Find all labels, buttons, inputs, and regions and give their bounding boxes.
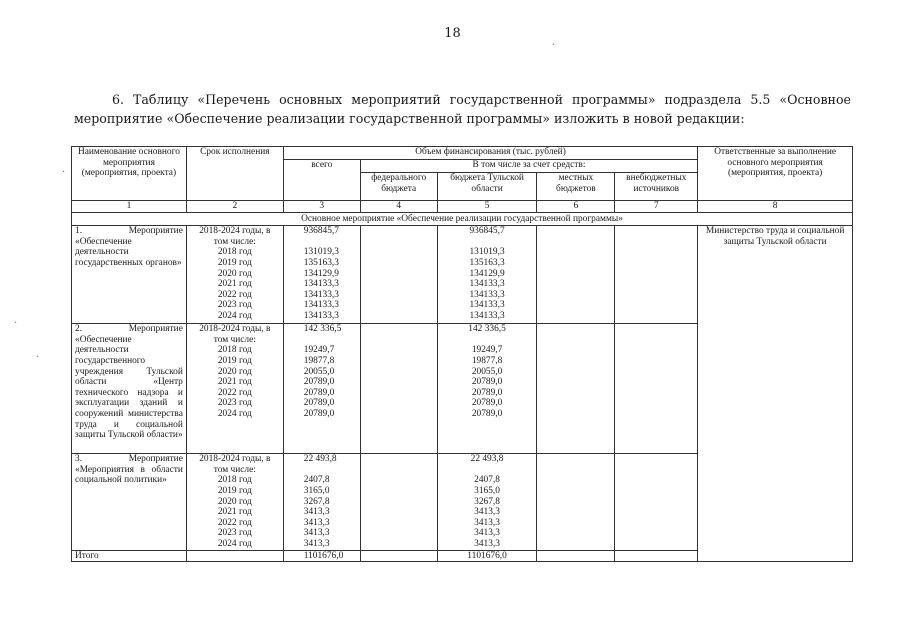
row-extra: [615, 324, 698, 454]
term-line: 2019 год: [217, 355, 252, 366]
term-line: 2019 год: [217, 485, 252, 496]
value-line: 936845,7: [303, 226, 339, 237]
term-line: том числе:: [213, 334, 256, 345]
row-federal: [360, 324, 437, 454]
header-extra: внебюджетных источников: [615, 173, 698, 201]
total-term: [186, 550, 283, 562]
value-line: 2407,8: [474, 475, 500, 486]
funding-table: [71, 146, 853, 562]
value-line: 20789,0: [303, 387, 335, 398]
total-federal: [360, 550, 437, 562]
value-line: 20789,0: [471, 408, 503, 419]
value-line: 134133,3: [469, 289, 505, 300]
value-line: [304, 335, 357, 346]
value-line: 19877,8: [471, 355, 503, 366]
value-line: 134133,3: [469, 310, 505, 321]
total-label: Итого: [72, 550, 187, 562]
term-line: 2021 год: [217, 507, 252, 518]
value-line: 3413,3: [474, 528, 500, 539]
row-name: 3. Мероприятие «Мероприятия в области социальной политики»: [72, 454, 187, 550]
column-number: 6: [537, 201, 615, 213]
value-line: 3413,3: [303, 538, 330, 549]
value-line: 134133,3: [469, 279, 505, 290]
term-line: том числе:: [213, 464, 256, 475]
term-line: 2020 год: [217, 496, 252, 507]
term-line: 2018 год: [217, 345, 252, 356]
value-line: 3413,3: [303, 528, 330, 539]
row-total: [283, 324, 360, 454]
value-line: [304, 237, 357, 248]
term-line: 2018-2024 годы, в: [199, 226, 271, 237]
column-number: 2: [186, 201, 283, 213]
term-line: 2023 год: [217, 528, 252, 539]
row-term: [186, 226, 283, 324]
row-regional: [437, 324, 537, 454]
value-line: 134133,3: [469, 300, 505, 311]
header-federal: федерального бюджета: [360, 173, 437, 201]
term-line: 2018-2024 годы, в: [199, 454, 271, 465]
section-title: Основное мероприятие «Обеспечение реализации государственной программы»: [72, 212, 853, 226]
value-line: 131019,3: [469, 247, 505, 258]
value-line: 20789,0: [471, 377, 503, 388]
table-row: [72, 226, 853, 324]
term-line: 2019 год: [217, 257, 252, 268]
total-regional: 1101676,0: [437, 550, 537, 562]
value-line: 134129,9: [303, 268, 339, 279]
row-extra: [615, 454, 698, 550]
value-line: 936845,7: [469, 226, 505, 237]
scan-dot: ·: [36, 352, 40, 363]
term-line: 2024 год: [217, 408, 252, 419]
value-line: 3165,0: [303, 485, 330, 496]
value-line: 19877,8: [303, 355, 335, 366]
row-name: 2. Мероприятие «Обеспечение деятельности государственного учреждения Тульской области «Центр технического надзора и эксплуатации зданий и сооружений министерства труда и социальной защиты Тульской области»: [72, 324, 187, 454]
row-total: [283, 454, 360, 550]
row-federal: [360, 226, 437, 324]
header-total: всего: [283, 160, 360, 201]
value-line: 134133,3: [303, 279, 339, 290]
header-funding: Объем финансирования (тыс. рублей): [283, 147, 697, 160]
value-line: 142 336,5: [468, 324, 506, 335]
row-term: [186, 324, 283, 454]
value-line: 2407,8: [303, 475, 330, 486]
value-line: 3165,0: [474, 485, 500, 496]
total-local: [537, 550, 615, 562]
total-extra: [615, 550, 698, 562]
intro-line-1: 6. Таблицу «Перечень основных мероприятий государственной программы» подраздела 5.5 «Основное: [112, 92, 851, 107]
value-line: 22 493,8: [470, 454, 504, 465]
row-local: [537, 324, 615, 454]
term-line: 2024 год: [217, 310, 252, 321]
row-local: [537, 454, 615, 550]
value-line: 3413,3: [303, 517, 330, 528]
row-federal: [360, 454, 437, 550]
value-line: [441, 335, 534, 346]
value-line: 19249,7: [471, 345, 503, 356]
section-row: [72, 212, 853, 226]
value-line: 134129,9: [469, 268, 505, 279]
scan-dot: ·: [14, 318, 18, 329]
total-sum: 1101676,0: [283, 550, 360, 562]
header-regional: бюджета Тульской области: [437, 173, 537, 201]
row-extra: [615, 226, 698, 324]
term-line: 2020 год: [217, 268, 252, 279]
value-line: 135163,3: [303, 257, 339, 268]
term-line: 2020 год: [217, 366, 252, 377]
value-line: 20055,0: [471, 366, 503, 377]
header-name: Наименование основного мероприятия (мероприятия, проекта): [72, 147, 187, 201]
column-number: 1: [72, 201, 187, 213]
term-line: 2023 год: [217, 300, 252, 311]
header-local: местных бюджетов: [537, 173, 615, 201]
value-line: 3413,3: [474, 517, 500, 528]
term-line: 2023 год: [217, 398, 252, 409]
term-line: 2018-2024 годы, в: [199, 324, 271, 335]
value-line: 134133,3: [303, 310, 339, 321]
value-line: 142 336,5: [303, 324, 342, 335]
column-number: 7: [615, 201, 698, 213]
column-number: 4: [360, 201, 437, 213]
value-line: 20789,0: [303, 377, 335, 388]
value-line: 3413,3: [303, 507, 330, 518]
term-line: том числе:: [213, 236, 256, 247]
value-line: 131019,3: [303, 247, 339, 258]
page-number: 18: [444, 26, 461, 41]
value-line: 20789,0: [303, 408, 335, 419]
term-line: 2018 год: [217, 475, 252, 486]
term-line: 2018 год: [217, 247, 252, 258]
value-line: 20789,0: [303, 398, 335, 409]
term-line: 2024 год: [217, 538, 252, 549]
row-total: [283, 226, 360, 324]
row-local: [537, 226, 615, 324]
column-number: 3: [283, 201, 360, 213]
header-including: В том числе за счет средств:: [360, 160, 698, 173]
scan-dot: ·: [62, 167, 66, 178]
column-number: 8: [698, 201, 853, 213]
column-number: 5: [437, 201, 537, 213]
term-line: 2021 год: [217, 377, 252, 388]
value-line: 22 493,8: [303, 454, 337, 465]
header-responsible: Ответственные за выполнение основного мероприятия (мероприятия, проекта): [698, 147, 853, 201]
intro-line-2: мероприятие «Обеспечение реализации государственной программы» изложить в новой редакции:: [74, 111, 745, 126]
value-line: 134133,3: [303, 300, 339, 311]
value-line: 3267,8: [474, 496, 500, 507]
term-line: 2021 год: [217, 279, 252, 290]
value-line: 20055,0: [303, 366, 335, 377]
value-line: [441, 465, 534, 476]
row-regional: [437, 454, 537, 550]
term-line: 2022 год: [217, 289, 252, 300]
term-line: 2022 год: [217, 387, 252, 398]
value-line: [441, 237, 534, 248]
column-numbers-row: [72, 201, 853, 213]
intro-paragraph: [74, 90, 851, 128]
value-line: 135163,3: [469, 257, 505, 268]
value-line: 3413,3: [474, 507, 500, 518]
row-name: 1. Мероприятие «Обеспечение деятельности государственных органов»: [72, 226, 187, 324]
value-line: 20789,0: [471, 387, 503, 398]
header-term: Срок исполнения: [186, 147, 283, 201]
header-row-1: [72, 147, 853, 160]
value-line: 20789,0: [471, 398, 503, 409]
value-line: [304, 465, 357, 476]
responsible-cell: Министерство труда и социальной защиты Тульской области: [698, 226, 853, 562]
row-regional: [437, 226, 537, 324]
value-line: 19249,7: [303, 345, 335, 356]
row-term: [186, 454, 283, 550]
value-line: 134133,3: [303, 289, 339, 300]
value-line: 3413,3: [474, 538, 500, 549]
term-line: 2022 год: [217, 517, 252, 528]
scan-dot: ·: [552, 40, 556, 51]
value-line: 3267,8: [303, 496, 330, 507]
